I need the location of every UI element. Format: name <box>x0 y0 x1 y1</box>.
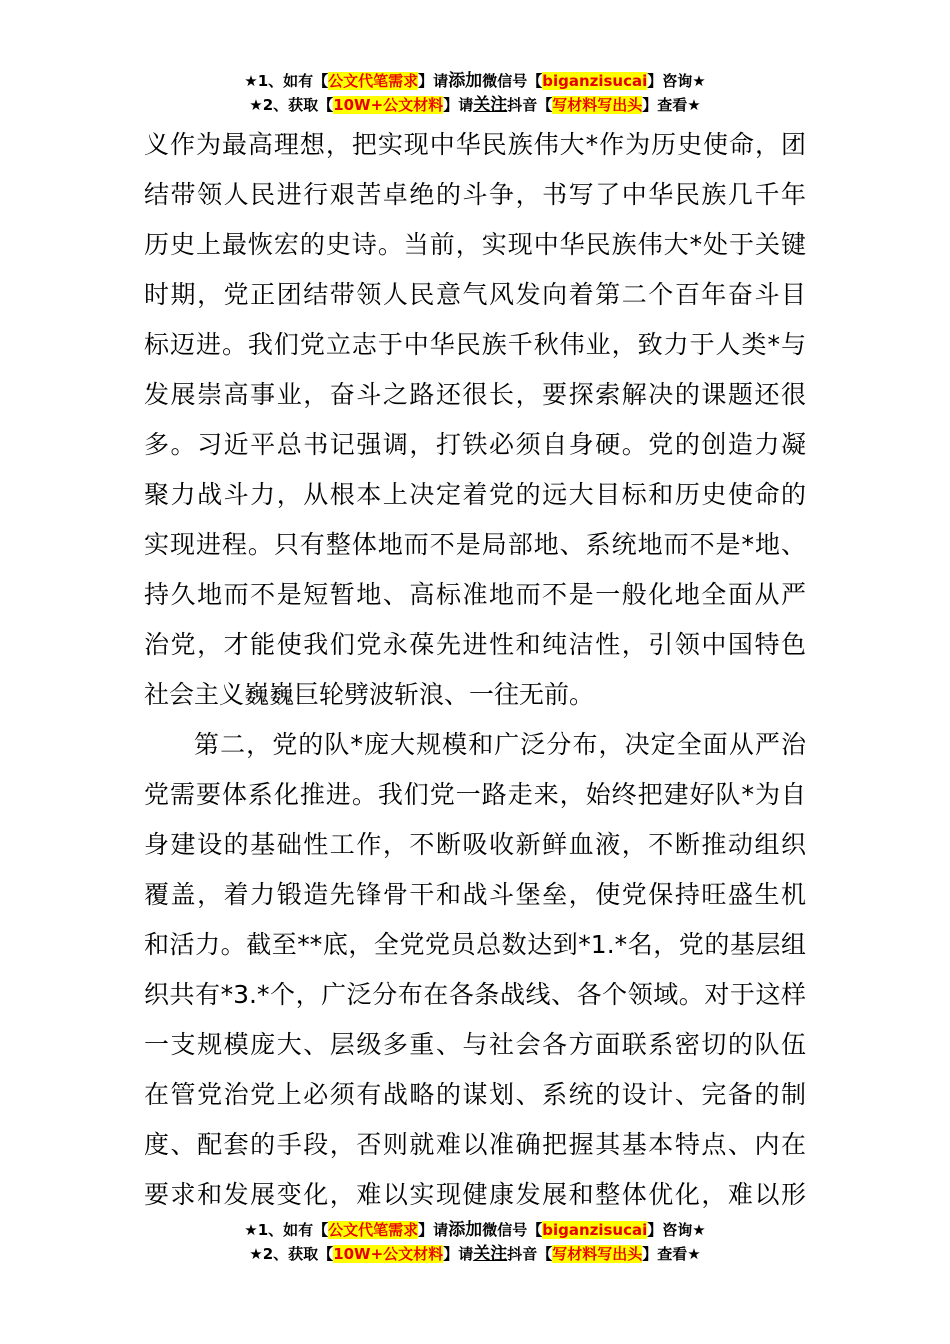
body-line: 党需要体系化推进。我们党一路走来，始终把建好队*为自 <box>144 780 806 809</box>
body-line: 时期，党正团结带领人民意气风发向着第二个百年奋斗目 <box>144 280 806 309</box>
header-banner-line-1 <box>0 70 950 92</box>
banner-text: ★2、获取【 <box>249 96 334 114</box>
body-line: 持久地而不是短暂地、高标准地而不是一般化地全面从严 <box>144 580 806 609</box>
banner-text: 抖音【 <box>507 96 553 114</box>
body-line-paragraph-end: 社会主义巍巍巨轮劈波斩浪、一往无前。 <box>144 680 595 709</box>
banner-text: 】请 <box>443 96 474 114</box>
banner-highlight-wechat: biganzisucai <box>542 72 648 90</box>
banner-text: 】咨询★ <box>647 72 706 90</box>
body-line: 发展崇高事业，奋斗之路还很长，要探索解决的课题还很 <box>144 380 806 409</box>
banner-highlight-douyin: 写材料写出头 <box>552 96 643 114</box>
banner-highlight: 10W+公文材料 <box>333 96 444 114</box>
header-banner-line-2 <box>0 94 950 116</box>
banner-text: 】请 <box>418 1221 449 1239</box>
document-body <box>144 120 806 1220</box>
banner-highlight: 公文代笔需求 <box>328 72 419 90</box>
body-line: 义作为最高理想，把实现中华民族伟大*作为历史使命，团 <box>144 130 806 159</box>
banner-emphasis: 关注 <box>473 1244 508 1264</box>
banner-text: 】查看★ <box>642 96 701 114</box>
body-line: 度、配套的手段，否则就难以准确把握其基本特点、内在 <box>144 1130 806 1159</box>
banner-text: 】请 <box>443 1245 474 1263</box>
banner-emphasis: 添加 <box>448 71 483 91</box>
banner-highlight-douyin: 写材料写出头 <box>552 1245 643 1263</box>
body-line: 织共有*3.*个，广泛分布在各条战线、各个领域。对于这样 <box>144 980 806 1009</box>
body-line: 覆盖，着力锻造先锋骨干和战斗堡垒，使党保持旺盛生机 <box>144 880 806 909</box>
body-line: 结带领人民进行艰苦卓绝的斗争，书写了中华民族几千年 <box>144 180 806 209</box>
body-line: 实现进程。只有整体地而不是局部地、系统地而不是*地、 <box>144 530 806 559</box>
footer-banner-line-2 <box>0 1243 950 1265</box>
body-line: 治党，才能使我们党永葆先进性和纯洁性，引领中国特色 <box>144 630 806 659</box>
body-line: 身建设的基础性工作，不断吸收新鲜血液，不断推动组织 <box>144 830 806 859</box>
body-line: 历史上最恢宏的史诗。当前，实现中华民族伟大*处于关键 <box>144 230 806 259</box>
banner-emphasis: 添加 <box>448 1220 483 1240</box>
banner-text: 】咨询★ <box>647 1221 706 1239</box>
body-line: 标迈进。我们党立志于中华民族千秋伟业，致力于人类*与 <box>144 330 806 359</box>
banner-text: ★1、如有【 <box>244 72 329 90</box>
banner-text: ★1、如有【 <box>244 1221 329 1239</box>
banner-text: ★2、获取【 <box>249 1245 334 1263</box>
body-line: 在管党治党上必须有战略的谋划、系统的设计、完备的制 <box>144 1080 806 1109</box>
banner-text: 抖音【 <box>507 1245 553 1263</box>
body-line-paragraph-start: 第二，党的队*庞大规模和广泛分布，决定全面从严治 <box>194 730 806 759</box>
body-line: 多。习近平总书记强调，打铁必须自身硬。党的创造力凝 <box>144 430 806 459</box>
banner-highlight-wechat: biganzisucai <box>542 1221 648 1239</box>
body-line: 和活力。截至**底，全党党员总数达到*1.*名，党的基层组 <box>144 930 806 959</box>
banner-text: 】查看★ <box>642 1245 701 1263</box>
body-line: 聚力战斗力，从根本上决定着党的远大目标和历史使命的 <box>144 480 806 509</box>
footer-banner-line-1 <box>0 1219 950 1241</box>
body-line: 一支规模庞大、层级多重、与社会各方面联系密切的队伍 <box>144 1030 806 1059</box>
body-line: 要求和发展变化，难以实现健康发展和整体优化，难以形 <box>144 1180 806 1209</box>
banner-highlight: 公文代笔需求 <box>328 1221 419 1239</box>
banner-highlight: 10W+公文材料 <box>333 1245 444 1263</box>
banner-emphasis: 关注 <box>473 95 508 115</box>
banner-text: 微信号【 <box>482 1221 543 1239</box>
banner-text: 微信号【 <box>482 72 543 90</box>
banner-text: 】请 <box>418 72 449 90</box>
